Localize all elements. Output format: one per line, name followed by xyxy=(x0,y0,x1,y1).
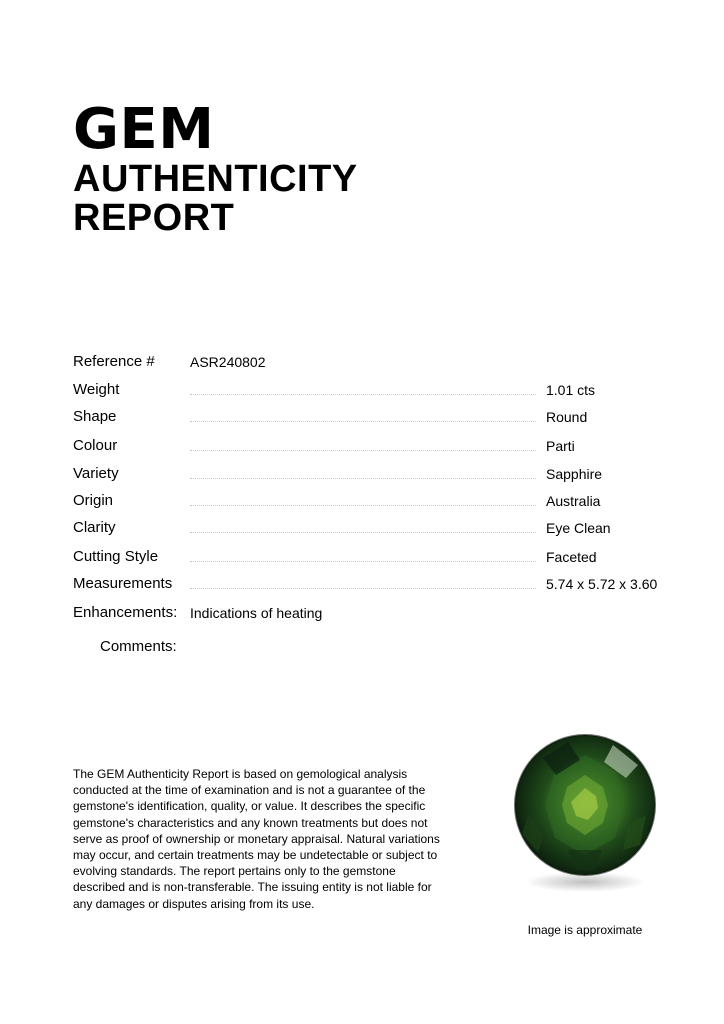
disclaimer-text: The GEM Authenticity Report is based on gemological analysis conducted at the time of examination and is not a guarantee of the gemstone's identification, quality, or value. It describes the specific gemstone's characteristics and any known treatments but does not serve as proof of ownership or monetary appraisal. Natural variations may occur, and certain treatments may be undetectable or subject to evolving standards. The report pertains only to the gemstone described and is non-transferable. The issuing entity is not liable for any damages or disputes arising from its use. xyxy=(73,767,440,911)
field-cutting-style xyxy=(73,547,663,567)
field-label: Colour xyxy=(73,437,118,454)
field-label: Origin xyxy=(73,492,114,509)
field-value: Round xyxy=(546,409,588,425)
enhancements-value: Indications of heating xyxy=(190,605,323,621)
field-value: 1.01 cts xyxy=(546,382,596,398)
field-label: Clarity xyxy=(73,519,116,536)
leader-line xyxy=(190,450,536,451)
field-shape xyxy=(73,407,663,427)
field-origin xyxy=(73,491,663,511)
field-label: Cutting Style xyxy=(73,548,159,565)
field-weight xyxy=(73,380,663,400)
leader-line xyxy=(190,478,536,479)
field-value: 5.74 x 5.72 x 3.60 xyxy=(546,576,658,592)
leader-line xyxy=(190,532,536,533)
subtitle-line-2: REPORT xyxy=(73,197,235,239)
field-label: Weight xyxy=(73,381,120,398)
leader-line xyxy=(190,394,536,395)
field-label: Variety xyxy=(73,465,119,482)
gemstone-image xyxy=(508,730,662,898)
field-value: Faceted xyxy=(546,549,597,565)
field-value: Parti xyxy=(546,438,575,454)
field-value: Australia xyxy=(546,493,601,509)
subtitle-line-1: AUTHENTICITY xyxy=(73,158,358,200)
field-value: Eye Clean xyxy=(546,520,611,536)
field-clarity xyxy=(73,518,663,538)
image-caption: Image is approximate xyxy=(527,923,643,937)
reference-label: Reference # xyxy=(73,353,155,370)
leader-line xyxy=(190,505,536,506)
field-variety xyxy=(73,464,663,484)
report-title: GEM xyxy=(73,97,215,162)
leader-line xyxy=(190,588,536,589)
field-value: Sapphire xyxy=(546,466,603,482)
field-measurements xyxy=(73,574,663,594)
field-label: Shape xyxy=(73,408,117,425)
report-subtitle xyxy=(73,160,358,238)
reference-value: ASR240802 xyxy=(190,354,266,370)
leader-line xyxy=(190,561,536,562)
leader-line xyxy=(190,421,536,422)
comments-label: Comments: xyxy=(100,638,177,655)
enhancements-label: Enhancements: xyxy=(73,604,178,621)
field-colour xyxy=(73,436,663,456)
field-label: Measurements xyxy=(73,575,173,592)
